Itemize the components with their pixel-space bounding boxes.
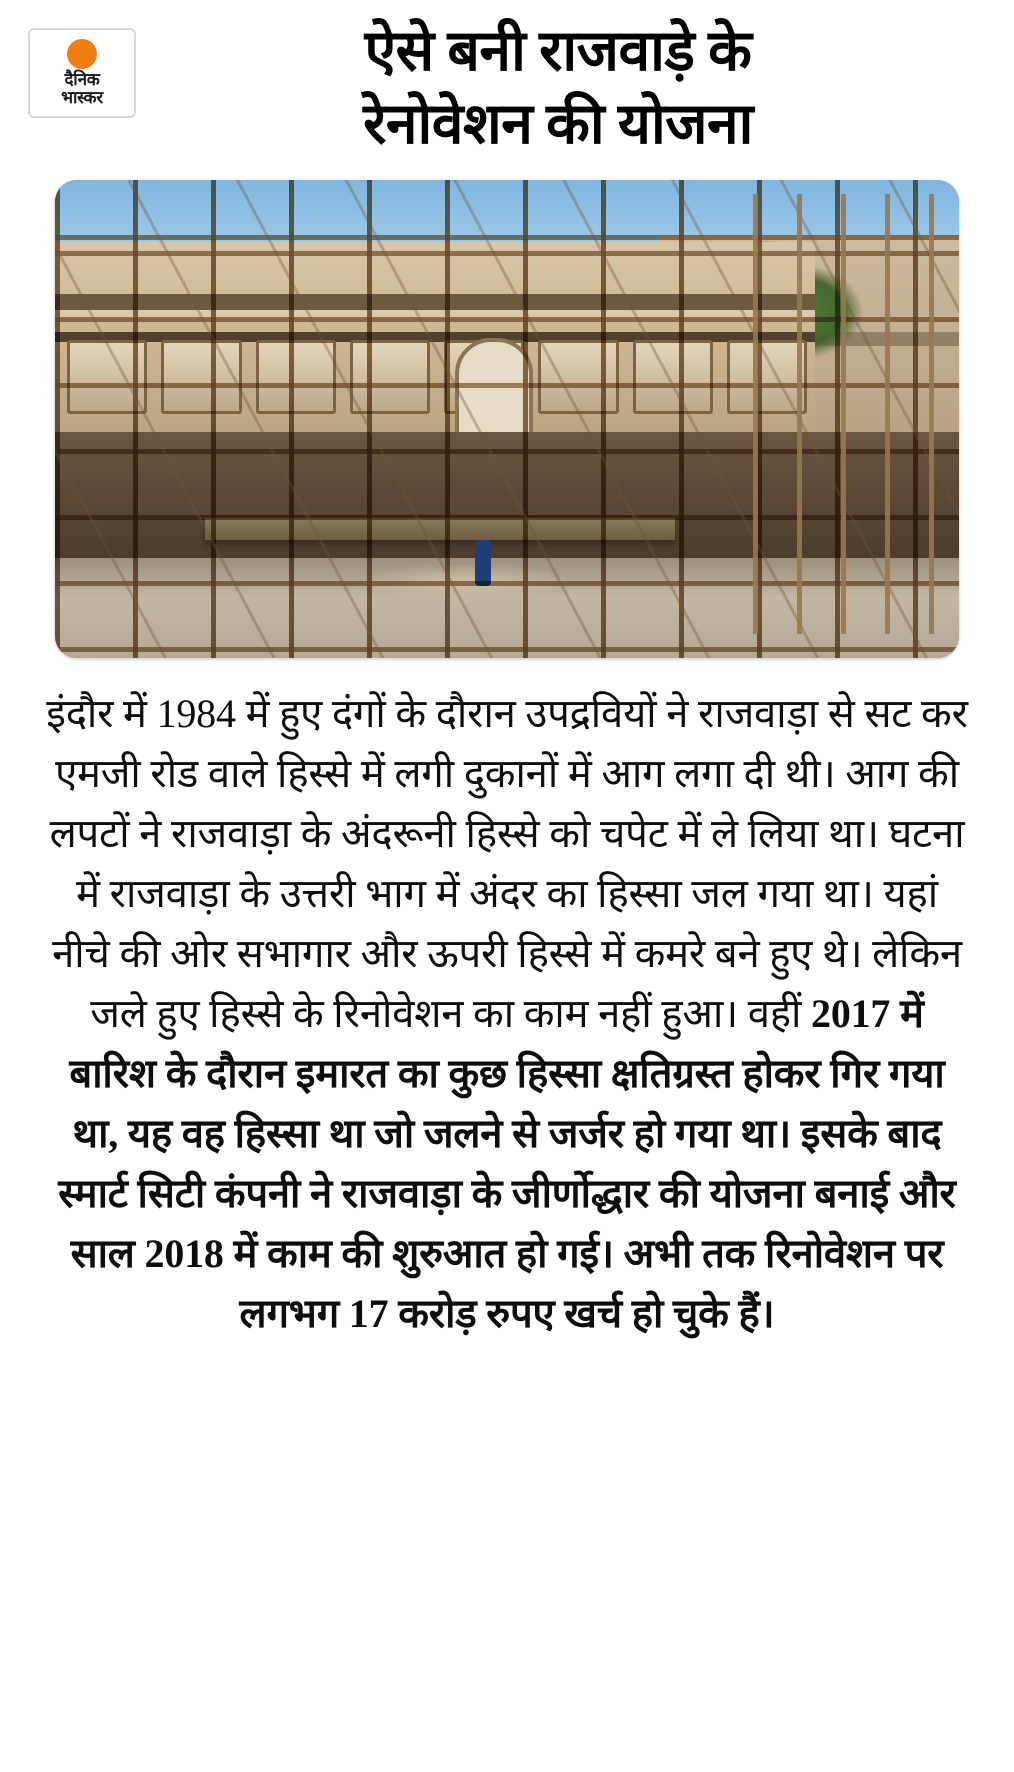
page-title xyxy=(136,16,986,162)
article-body xyxy=(44,684,970,1344)
publisher-logo xyxy=(28,28,136,118)
headline-line-1: ऐसे बनी राजवाड़े के xyxy=(364,20,752,83)
article-paragraph-normal: इंदौर में 1984 में हुए दंगों के दौरान उपद्रवियों ने राजवाड़ा से सट कर एमजी रोड वाले हिस्से में लगी दुकानों में आग लगा दी थी। आग की लपटों ने राजवाड़ा के अंदरूनी हिस्से को चपेट में ले लिया था। घटना में राजवाड़ा के उत्तरी भाग में अंदर का हिस्सा जल गया था। यहां नीचे की ओर सभागार और ऊपरी हिस्से में कमरे बने हुए थे। लेकिन जले हुए हिस्से के रिनोवेशन का काम नहीं हुआ। वहीं xyxy=(46,690,968,1036)
photo-scaffolding-poles-right xyxy=(753,194,953,634)
publisher-name xyxy=(61,71,103,107)
card-header xyxy=(0,0,1014,168)
article-paragraph-bold: 2017 में बारिश के दौरान इमारत का कुछ हिस्सा क्षतिग्रस्त होकर गिर गया था, यह वह हिस्सा था जो जलने से जर्जर हो गया था। इसके बाद स्मार्ट सिटी कंपनी ने राजवाड़ा के जीर्णोद्धार की योजना बनाई और साल 2018 में काम की शुरुआत हो गई। अभी तक रिनोवेशन पर लगभग 17 करोड़ रुपए खर्च हो चुके हैं। xyxy=(58,990,956,1336)
article-photo xyxy=(55,180,959,658)
publisher-name-line2: भास्कर xyxy=(61,88,103,107)
publisher-name-line1: दैनिक xyxy=(64,70,100,90)
photo-illustration xyxy=(55,180,959,658)
sun-icon xyxy=(67,39,97,69)
headline-line-2: रेनोवेशन की योजना xyxy=(363,92,753,156)
